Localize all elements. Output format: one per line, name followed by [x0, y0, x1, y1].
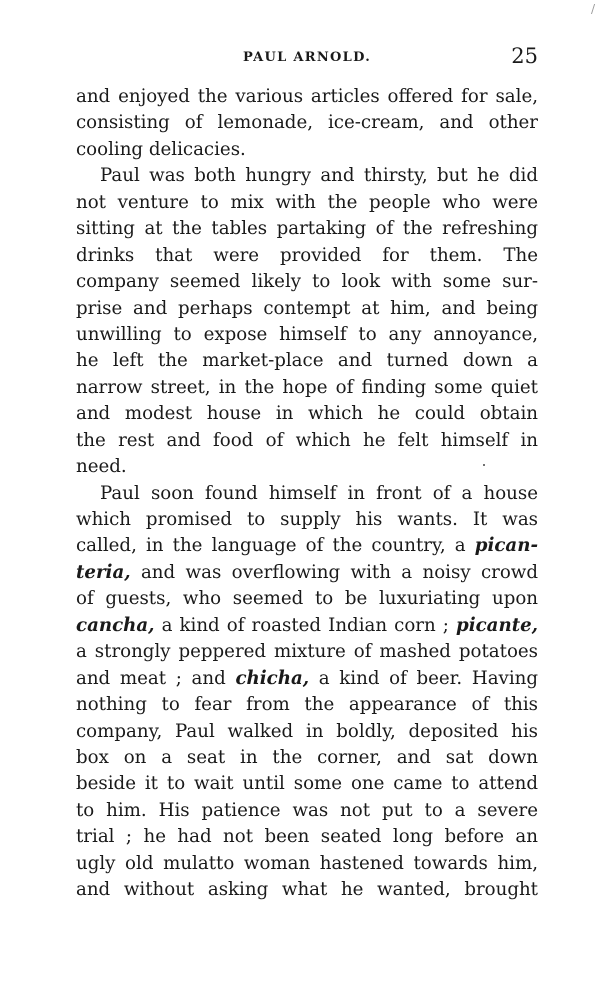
ink-speck — [483, 464, 485, 466]
text-line: prise and perhaps contempt at him, and being — [76, 297, 538, 319]
text-line: the rest and food of which he felt himself in — [76, 429, 538, 451]
text-line: Paul soon found himself in front of a house — [100, 482, 538, 504]
text-line: and modest house in which he could obtain — [76, 403, 538, 425]
text-line: sitting at the tables partaking of the refreshing — [76, 218, 538, 240]
text-line: not venture to mix with the people who were — [76, 191, 538, 213]
page-header — [76, 44, 538, 74]
text-line: called, in the language of the country, a pican- — [76, 535, 538, 557]
text-line: trial ; he had not been seated long before an — [76, 826, 538, 848]
text-line: to him. His patience was not put to a severe — [76, 799, 538, 821]
body-text — [76, 84, 538, 904]
text-line: and meat ; and chicha, a kind of beer. Having — [76, 667, 538, 689]
text-line: which promised to supply his wants. It was — [76, 509, 538, 530]
text-line: ugly old mulatto woman hastened towards him, — [76, 852, 538, 874]
text-line: company seemed likely to look with some sur- — [76, 271, 538, 293]
text-line: a strongly peppered mixture of mashed potatoes — [76, 641, 538, 663]
text-line: consisting of lemonade, ice-cream, and other — [76, 112, 538, 134]
text-line: drinks that were provided for them. The — [76, 244, 538, 266]
text-line: unwilling to expose himself to any annoyance, — [76, 323, 538, 345]
text-line: he left the market-place and turned down a — [76, 350, 538, 372]
text-line: box on a seat in the corner, and sat down — [76, 746, 538, 768]
text-line: teria, and was overflowing with a noisy crowd — [76, 561, 538, 583]
margin-mark: / — [591, 2, 596, 16]
running-head: PAUL ARNOLD. — [242, 50, 372, 65]
text-line: narrow street, in the hope of finding some quiet — [76, 376, 538, 398]
text-line: and without asking what he wanted, brought — [76, 879, 538, 901]
text-line: beside it to wait until some one came to attend — [76, 773, 538, 795]
page-number: 25 — [511, 44, 538, 68]
text-line: cancha, a kind of roasted Indian corn ; picante, — [76, 614, 538, 636]
text-line: need. — [76, 456, 127, 478]
text-line: cooling delicacies. — [76, 138, 246, 160]
text-line: and enjoyed the various articles offered for sale, — [76, 86, 538, 107]
text-line: company, Paul walked in boldly, deposited his — [76, 720, 538, 742]
text-line: Paul was both hungry and thirsty, but he did — [100, 165, 538, 187]
text-line: nothing to fear from the appearance of this — [76, 694, 538, 716]
text-line: of guests, who seemed to be luxuriating upon — [76, 588, 538, 610]
